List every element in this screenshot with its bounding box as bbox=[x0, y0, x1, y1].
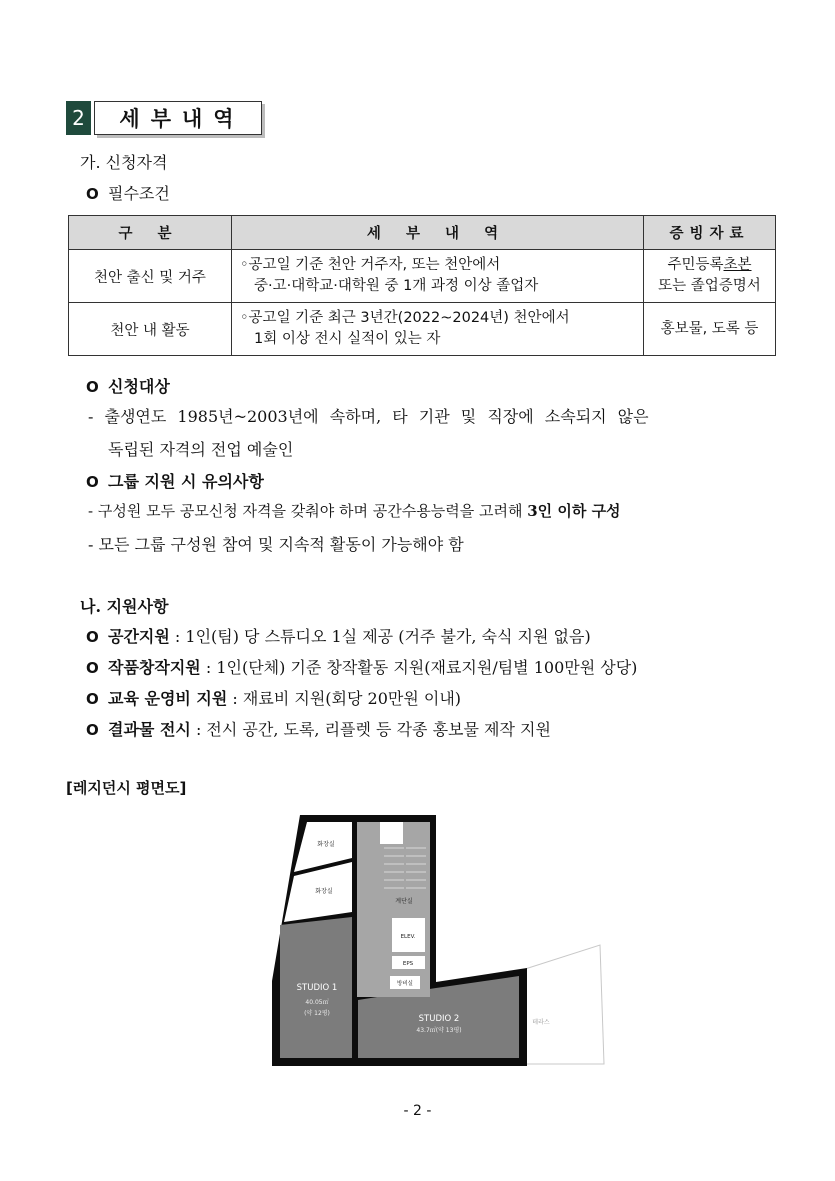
circle-bullet-icon: O bbox=[86, 659, 99, 677]
table-cell-proof: 홍보물, 도록 등 bbox=[644, 303, 776, 356]
target-line-2: 독립된 자격의 전업 예술인 bbox=[108, 440, 294, 459]
elevator-label: ELEV. bbox=[400, 934, 416, 940]
table-header: 세 부 내 역 bbox=[232, 216, 644, 250]
table-cell-detail: ◦공고일 기준 천안 거주자, 또는 천안에서 중·고·대학교·대학원 중 1개 과정 이상 졸업자 bbox=[232, 250, 644, 303]
studio1-pyeong: (약 12평) bbox=[304, 1010, 330, 1017]
table-header: 증빙자료 bbox=[644, 216, 776, 250]
floorplan-caption: [레지던시 평면도] bbox=[66, 779, 187, 797]
heading-eligibility: 가. 신청자격 bbox=[80, 153, 168, 172]
circle-bullet-icon: O bbox=[86, 721, 99, 739]
support-item: O 작품창작지원 : 1인(단체) 기준 창작활동 지원(재료지원/팀별 100만원 상당) bbox=[86, 658, 638, 677]
table-cell-category: 천안 내 활동 bbox=[69, 303, 232, 356]
support-item: O 결과물 전시 : 전시 공간, 도록, 리플렛 등 각종 홍보물 제작 지원 bbox=[86, 720, 551, 739]
table-cell-proof: 주민등록초본 또는 졸업증명서 bbox=[644, 250, 776, 303]
terrace-label: 테라스 bbox=[532, 1019, 550, 1026]
circle-bullet-icon: O bbox=[86, 185, 99, 203]
group-label: O 그룹 지원 시 유의사항 bbox=[86, 472, 264, 491]
required-conditions-label: O 필수조건 bbox=[86, 184, 170, 203]
studio2-area: 43.7㎡(약 13평) bbox=[416, 1027, 462, 1034]
eps-label: EPS bbox=[402, 961, 414, 967]
heading-support: 나. 지원사항 bbox=[80, 597, 169, 616]
studio1-label: STUDIO 1 bbox=[296, 983, 338, 993]
restroom-1-label: 화장실 bbox=[317, 841, 335, 848]
page-number: - 2 - bbox=[403, 1103, 432, 1119]
target-label: O 신청대상 bbox=[86, 377, 170, 396]
circle-bullet-icon: O bbox=[86, 690, 99, 708]
circle-bullet-icon: O bbox=[86, 473, 99, 491]
studio2-label: STUDIO 2 bbox=[418, 1014, 460, 1024]
stairs-label: 계단실 bbox=[395, 898, 413, 905]
target-line-1: - 출생연도 1985년~2003년에 속하며, 타 기관 및 직장에 소속되지 않은 bbox=[88, 407, 649, 426]
terrace-area bbox=[522, 945, 604, 1064]
restroom-2-label: 화장실 bbox=[315, 888, 333, 895]
table-cell-category: 천안 출신 및 거주 bbox=[69, 250, 232, 303]
support-item: O 교육 운영비 지원 : 재료비 지원(회당 20만원 이내) bbox=[86, 689, 462, 708]
table-cell-detail: ◦공고일 기준 최근 3년간(2022~2024년) 천안에서 1회 이상 전시 실적이 있는 자 bbox=[232, 303, 644, 356]
group-line-2: - 모든 그룹 구성원 참여 및 지속적 활동이 가능해야 함 bbox=[88, 535, 464, 554]
circle-bullet-icon: O bbox=[86, 378, 99, 396]
section-title: 세부내역 bbox=[94, 101, 262, 135]
section-number: 2 bbox=[66, 101, 91, 135]
table-header: 구 분 bbox=[69, 216, 232, 250]
circle-bullet-icon: O bbox=[86, 628, 99, 646]
support-item: O 공간지원 : 1인(팀) 당 스튜디오 1실 제공 (거주 불가, 숙식 지원 없음) bbox=[86, 627, 591, 646]
studio1-area: 40.05㎡ bbox=[305, 999, 329, 1006]
group-line-1: - 구성원 모두 공모신청 자격을 갖춰야 하며 공간수용능력을 고려해 3인 이하 구성 bbox=[88, 502, 621, 520]
fire-room-label: 방비실 bbox=[397, 981, 413, 987]
